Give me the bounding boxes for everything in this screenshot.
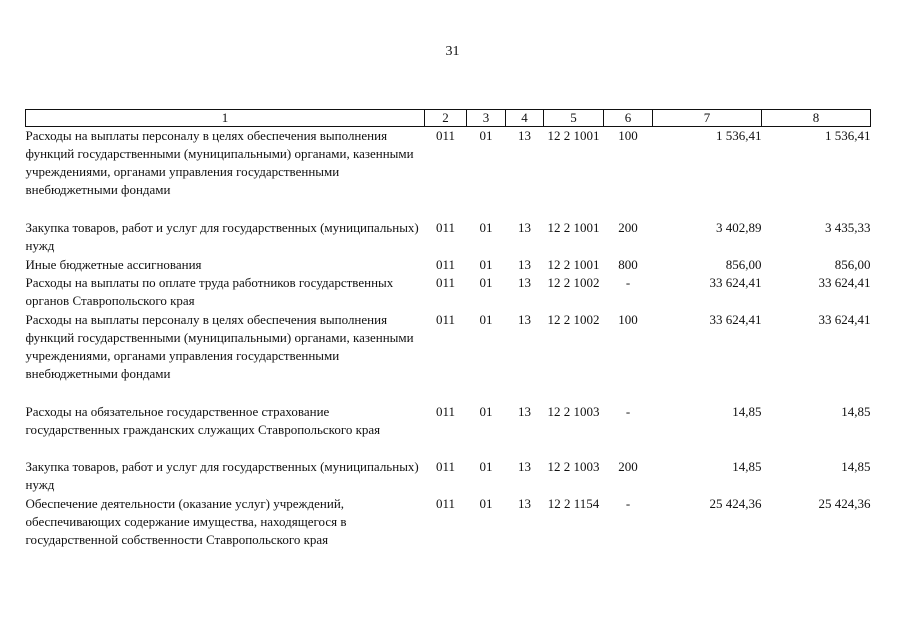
cell-col3: 01 bbox=[479, 403, 493, 419]
cell-col6: 200 bbox=[618, 219, 638, 235]
cell-col2: 011 bbox=[435, 128, 456, 143]
cell-col2: 011 bbox=[435, 458, 456, 474]
cell-col6: - bbox=[625, 495, 631, 511]
cell-col2: 011 bbox=[435, 219, 456, 235]
row-name: Закупка товаров, работ и услуг для государственных (муниципальных) нужд bbox=[25, 219, 419, 253]
cell-col6: - bbox=[625, 274, 631, 290]
cell-col4: 13 bbox=[518, 128, 531, 143]
column-header: 8 bbox=[762, 110, 871, 127]
cell-col3: 01 bbox=[479, 458, 493, 474]
cell-col3: 01 bbox=[479, 311, 493, 327]
table-row bbox=[26, 127, 871, 219]
column-header: 1 bbox=[26, 110, 425, 127]
cell-col4: 13 bbox=[518, 403, 531, 419]
cell-col4: 13 bbox=[518, 311, 531, 327]
cell-col8: 25 424,36 bbox=[818, 495, 871, 511]
cell-col7: 33 624,41 bbox=[709, 274, 762, 290]
row-name: Расходы на выплаты по оплате труда работников государственных органов Ставропольского края bbox=[25, 274, 394, 308]
cell-col8: 14,85 bbox=[841, 458, 871, 474]
cell-col7: 1 536,41 bbox=[716, 128, 762, 143]
row-name: Обеспечение деятельности (оказание услуг) учреждений, обеспечивающих содержание имущества, находящегося в государственной собственности Ставропольского края bbox=[25, 495, 347, 547]
cell-col7: 14,85 bbox=[732, 458, 762, 474]
row-name: Расходы на обязательное государственное страхование государственных гражданских служащих Ставропольского края bbox=[25, 403, 381, 437]
table-row bbox=[26, 256, 871, 274]
cell-col8: 3 435,33 bbox=[825, 219, 871, 235]
cell-col6: 200 bbox=[618, 458, 638, 474]
column-header: 7 bbox=[653, 110, 762, 127]
cell-col3: 01 bbox=[479, 274, 493, 290]
table-row bbox=[26, 495, 871, 550]
column-header: 5 bbox=[544, 110, 604, 127]
cell-col5: 12 2 1002 bbox=[547, 311, 600, 327]
row-name: Закупка товаров, работ и услуг для государственных (муниципальных) нужд bbox=[25, 458, 419, 492]
cell-col8: 33 624,41 bbox=[818, 311, 871, 327]
table-row bbox=[26, 311, 871, 403]
table-row bbox=[26, 274, 871, 311]
cell-col5: 12 2 1003 bbox=[547, 458, 600, 474]
cell-col5: 12 2 1154 bbox=[547, 495, 600, 511]
cell-col5: 12 2 1001 bbox=[547, 256, 600, 272]
budget-table bbox=[25, 109, 871, 550]
cell-col6: 100 bbox=[618, 128, 638, 143]
column-header: 4 bbox=[506, 110, 544, 127]
cell-col4: 13 bbox=[518, 495, 531, 511]
cell-col8: 14,85 bbox=[841, 403, 871, 419]
cell-col5: 12 2 1001 bbox=[547, 128, 600, 143]
cell-col6: 800 bbox=[618, 256, 638, 272]
column-header: 3 bbox=[467, 110, 506, 127]
cell-col5: 12 2 1001 bbox=[547, 219, 600, 235]
cell-col7: 14,85 bbox=[732, 403, 762, 419]
cell-col2: 011 bbox=[435, 311, 456, 327]
cell-col4: 13 bbox=[518, 274, 531, 290]
cell-col3: 01 bbox=[479, 128, 493, 143]
page-number: 31 bbox=[445, 44, 460, 59]
cell-col8: 856,00 bbox=[834, 256, 871, 272]
cell-col5: 12 2 1002 bbox=[547, 274, 600, 290]
table-row bbox=[26, 458, 871, 495]
table-row bbox=[26, 219, 871, 256]
cell-col3: 01 bbox=[479, 495, 493, 511]
cell-col6: - bbox=[625, 403, 631, 419]
cell-col8: 1 536,41 bbox=[825, 128, 871, 143]
cell-col2: 011 bbox=[435, 256, 456, 272]
column-header: 2 bbox=[425, 110, 467, 127]
cell-col6: 100 bbox=[618, 311, 638, 327]
cell-col4: 13 bbox=[518, 256, 531, 272]
cell-col7: 33 624,41 bbox=[709, 311, 762, 327]
cell-col4: 13 bbox=[518, 458, 531, 474]
cell-col7: 25 424,36 bbox=[709, 495, 762, 511]
cell-col4: 13 bbox=[518, 219, 531, 235]
column-header: 6 bbox=[604, 110, 653, 127]
row-name: Иные бюджетные ассигнования bbox=[25, 256, 202, 272]
cell-col2: 011 bbox=[435, 495, 456, 511]
cell-col8: 33 624,41 bbox=[818, 274, 871, 290]
cell-col3: 01 bbox=[479, 219, 493, 235]
table-row bbox=[26, 403, 871, 458]
cell-col2: 011 bbox=[435, 274, 456, 290]
cell-col7: 856,00 bbox=[725, 256, 762, 272]
row-name: Расходы на выплаты персоналу в целях обеспечения выполнения функций государственными (муниципальными) органами, казенными учреждениями, органами управления государственными внебюджетными фондами bbox=[25, 311, 414, 381]
row-name: Расходы на выплаты персоналу в целях обеспечения выполнения функций государственными (муниципальными) органами, казенными учреждениями, органами управления государственными внебюджетными фондами bbox=[25, 128, 414, 197]
cell-col7: 3 402,89 bbox=[716, 219, 762, 235]
cell-col3: 01 bbox=[479, 256, 493, 272]
header-row bbox=[26, 110, 871, 127]
cell-col5: 12 2 1003 bbox=[547, 403, 600, 419]
cell-col2: 011 bbox=[435, 403, 456, 419]
